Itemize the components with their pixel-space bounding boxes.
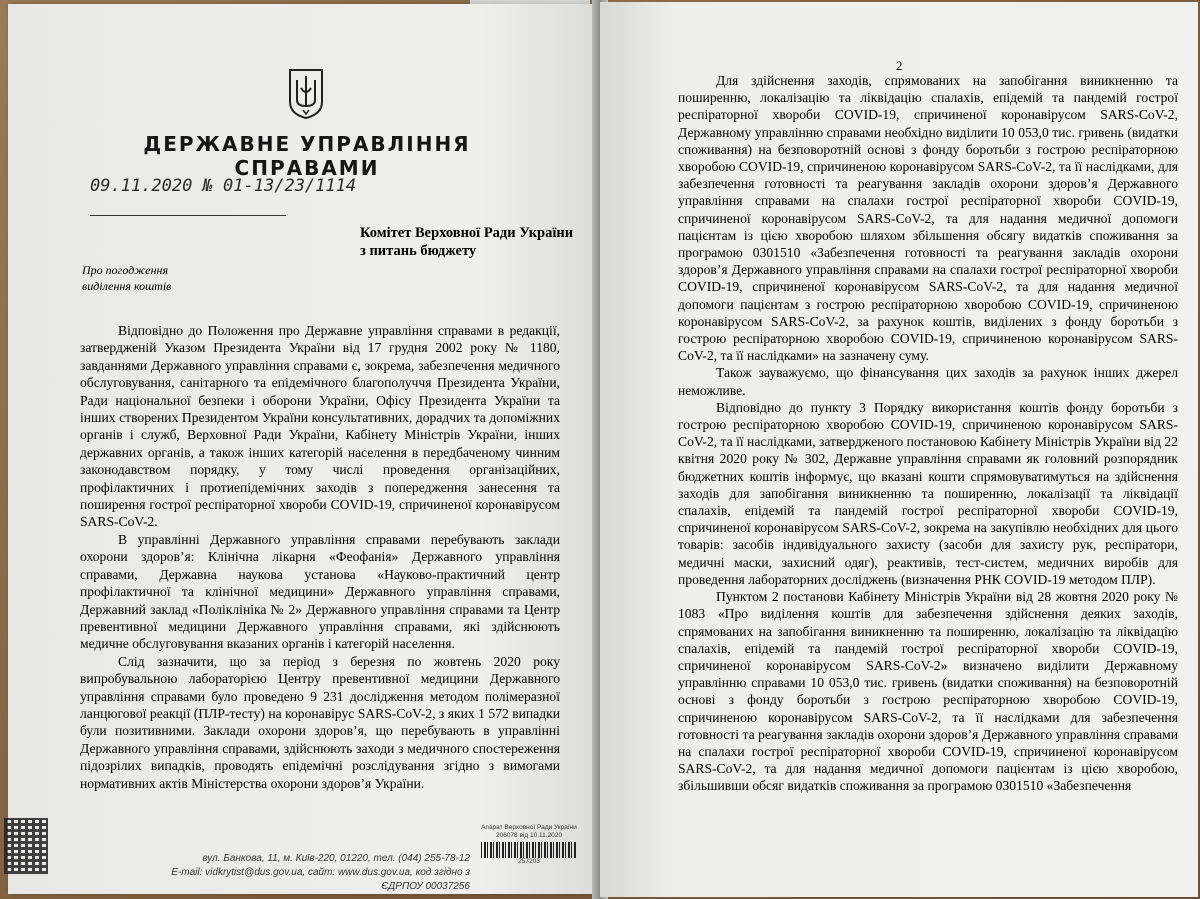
paragraph: Слід зазначити, що за період з березня по жовтень 2020 року випробувальною лабораторією Центру превентивної медицини Державного управління справами було проведено 9 231 дослідження методом полімеразної ланцюгової реакції (ПЛР-тесту) на коронавірус SARS-CoV-2, з яких 1 572 випадки були позитивними. Заклади охорони здоров’я, що перебувають в управлінні Державного управління справами, здійснюють заходи з медичного спостереження підозрілих випадків, проводять епідемічні розслідування згідно з вимогами нормативних актів Міністерства охорони здоров’я України.	[80, 653, 560, 791]
paragraph: Також зауважуємо, що фінансування цих заходів за рахунок інших джерел неможливе.	[678, 365, 1178, 398]
footer-address	[130, 852, 470, 894]
stamp-line: Апарат Верховної Ради України	[481, 824, 577, 831]
page-number: 2	[896, 58, 903, 73]
qr-code-icon	[4, 818, 48, 874]
subject-line: виділення коштів	[82, 279, 172, 293]
subject-block	[82, 262, 242, 294]
stamp-line: 206078 від 10.11.2020	[495, 832, 563, 839]
addressee-block	[360, 224, 580, 260]
paragraph: Пунктом 2 постанови Кабінету Міністрів України від 28 жовтня 2020 року № 1083 «Про виділення коштів для забезпечення здійснення деяких заходів, спрямованих на запобігання виникненню та поширенню, локалізацію та ліквідацію спалахів, епідемій та пандемій гострої респіраторної хвороби COVID-19, спричиненої коронавірусом SARS-CoV-2» визначено виділити Державному управлінню справами 10 053,0 тис. гривень (видатки споживання) на безповоротній основі з фонду боротьби з гострою респіраторною хворобою COVID-19, спричиненою коронавірусом SARS-CoV-2, та її наслідками для забезпечення готовності та реагування закладів охорони здоров’я Державного управління справами на спалахи гострої респіраторної хвороби COVID-19, спричиненої коронавірусом SARS-CoV-2, та для надання медичної допомоги пацієнтам із цією хворобою, збільшивши обсяг видатків споживання за програмою 0301510 «Забезпечення	[678, 589, 1178, 794]
addressee-line: з питань бюджету	[360, 243, 477, 259]
registration-stamp	[478, 824, 580, 866]
registration-number: 09.11.2020 № 01-13/23/1114	[90, 176, 357, 196]
organization-title: ДЕРЖАВНЕ УПРАВЛІННЯ СПРАВАМИ	[143, 132, 471, 180]
subject-line: Про погодження	[82, 263, 169, 277]
addressee-line: Комітет Верховної Ради України	[360, 225, 574, 241]
trident-emblem-icon	[287, 66, 325, 120]
paragraph: Відповідно до пункту 3 Порядку використання коштів фонду боротьби з гострою респіраторною хворобою COVID-19, спричиненою коронавірусом SARS-CoV-2, та її наслідками, затвердженого постановою Кабінету Міністрів України від 22 квітня 2020 року № 302, Державне управління справами як головний розпорядник бюджетних коштів інформує, що вказані кошти спрямовуватимуться на здійснення заходів для запобігання виникненню та поширенню, локалізації та ліквідації спалахів, епідемій та пандемій гострої респіраторної хвороби COVID-19, спричиненої коронавірусом SARS-CoV-2, зокрема на закупівлю необхідних для цього товарів: засобів індивідуального захисту (засоби для захисту рук, респіратори, медичні маски, захисний одяг), реактивів, тест-систем, медичних виробів для проведення лабораторних досліджень (визначення РНК COVID-19 методом ПЛР).	[678, 399, 1178, 587]
paragraph: В управлінні Державного управління справами перебувають заклади охорони здоров’я: Клінічна лікарня «Феофанія» Державного управління справами, Державна наукова установа «Науково-практичний центр профілактичної та клінічної медицини» Державного управління справами, Державний заклад «Поліклініка № 2» Державного управління справами та Центр превентивної медицини Державного управління справами, які здійснюють медичне обслуговування вказаних органів і категорій населення.	[80, 531, 560, 652]
footer-line: E-mail: vidkrytist@dus.gov.ua, сайт: www.dus.gov.ua, код згідно з ЄДРПОУ 00037256	[171, 867, 470, 892]
left-body-text	[80, 322, 560, 792]
right-body-text	[678, 72, 1178, 795]
footer-line: вул. Банкова, 11, м. Київ-220, 01220, тел. (044) 255-78-12	[202, 853, 470, 864]
stamp-number: 257203	[518, 858, 540, 865]
barcode-icon	[481, 842, 577, 858]
divider-line	[90, 215, 286, 216]
paragraph: Для здійснення заходів, спрямованих на запобігання виникненню та поширенню, локалізацію та ліквідацію спалахів, епідемій та пандемій гострої респіраторної хвороби COVID-19, спричиненої коронавірусом SARS-CoV-2, Державному управлінню справами необхідно виділити 10 053,0 тис. гривень (видатки споживання) на безповоротній основі з фонду боротьби з гострою респіраторною хворобою COVID-19, спричиненою коронавірусом SARS-CoV-2, та її наслідками, для забезпечення готовності та реагування закладів охорони здоров’я Державного управління справами на спалахи гострої респіраторної хвороби COVID-19, спричиненої коронавірусом SARS-CoV-2, та для надання медичної допомоги пацієнтам із цією хворобою шляхом збільшення обсягу видатків споживання за програмою 0301510 «Забезпечення готовності та реагування закладів охорони здоров’я Державного управління справами на спалахи гострої респіраторної хвороби COVID-19, спричиненої коронавірусом SARS-CoV-2, та для надання медичної допомоги пацієнтам з гострою респіраторною хворобою COVID-19, спричиненою коронавірусом SARS-CoV-2, за рахунок коштів, виділених з фонду боротьби з гострою респіраторною хворобою COVID-19, спричиненою коронавірусом SARS-CoV-2, та її наслідками» на зазначену суму.	[678, 73, 1178, 364]
paragraph: Відповідно до Положення про Державне управління справами в редакції, затвердженій Указом Президента України від 17 грудня 2002 року № 1180, завданнями Державного управління справами є, зокрема, забезпечення медичного обслуговування, санітарного та епідемічного благополуччя Президента України, Ради національної безпеки і оборони України, Офісу Президента України та інших створених Президентом України консультативних, дорадчих та допоміжних органів і служб, Верховної Ради України, Кабінету Міністрів України, інших державних органів, а також інших категорій населення в передбаченому чинним законодавством порядку, у тому числі проведення організаційних, профілактичних і протиепідемічних заходів з попередження занесення та поширення гострої респіраторної хвороби COVID-19, спричиненої коронавірусом SARS-CoV-2.	[80, 323, 560, 530]
